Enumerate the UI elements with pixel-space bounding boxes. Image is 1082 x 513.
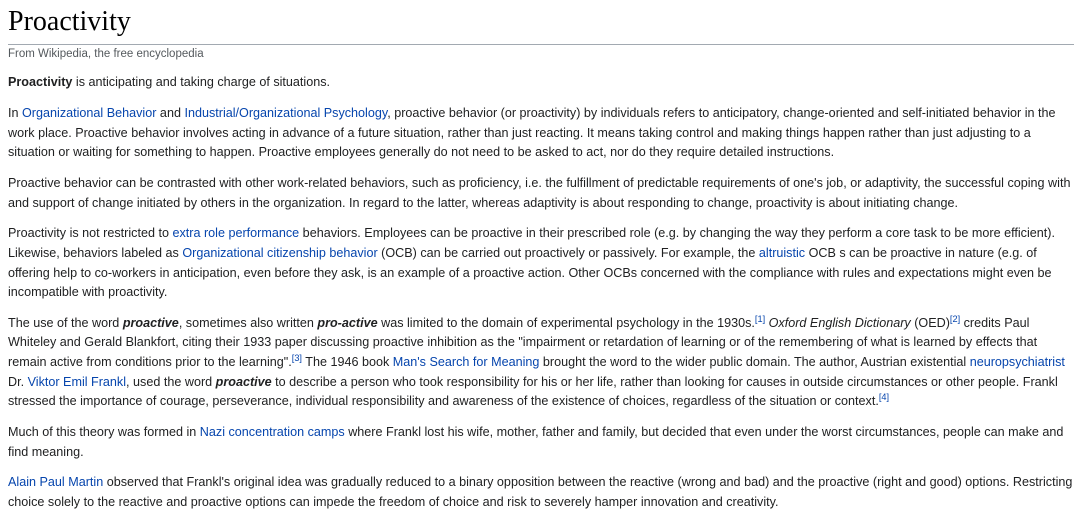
reference-1[interactable] (755, 314, 765, 324)
link-mans-search-for-meaning[interactable]: Man's Search for Meaning (392, 355, 540, 370)
reference-2-link[interactable]: [2] (949, 313, 961, 324)
title-oxford-english-dictionary: Oxford English Dictionary (768, 315, 911, 330)
text-fragment: brought the word to the wider public domain. The author, Austrian existential (539, 355, 970, 370)
lead-text: is anticipating and taking charge of situations. (72, 75, 331, 90)
paragraph-4 (8, 224, 1074, 303)
reference-3-link[interactable]: [3] (291, 352, 302, 363)
paragraph-6 (8, 423, 1074, 462)
text-fragment: (OCB) can be carried out proactively or passively. For example, the (377, 245, 759, 260)
text-fragment: , used the word (126, 374, 216, 389)
paragraph-3 (8, 174, 1074, 213)
link-viktor-emil-frankl[interactable]: Viktor Emil Frankl (27, 374, 127, 389)
link-neuropsychiatrist[interactable]: neuropsychiatrist (969, 355, 1065, 370)
text-fragment: Dr. (8, 374, 28, 389)
text-fragment: was limited to the domain of experimental psychology in the 1930s. (377, 315, 755, 330)
text-fragment: Proactivity is not restricted to (8, 226, 173, 241)
reference-4[interactable] (879, 392, 889, 402)
emphasis-pro-active: pro-active (317, 315, 378, 330)
text-fragment: and (156, 106, 185, 121)
reference-2[interactable] (950, 314, 960, 324)
link-industrial-organizational-psychology[interactable]: Industrial/Organizational Psychology (184, 106, 388, 121)
emphasis-proactive: proactive (122, 315, 179, 330)
page-title: Proactivity (8, 4, 1074, 45)
text-fragment: The use of the word (8, 315, 123, 330)
paragraph-2 (8, 104, 1074, 163)
paragraph-7 (8, 473, 1074, 512)
text-fragment: OCB s can be proactive in nature (e.g. of offering help to co-workers in anticipation, even before they ask, is an example of a proactive action. Other OCBs concerned with the compliance with rules and expectations might even be incompatible with proactivity. (8, 245, 1052, 300)
text-fragment: behaviors. Employees can be proactive in their prescribed role (e.g. by changing the way they perform a core task to be more efficient). Likewise, behaviors labeled as (8, 226, 1055, 260)
text-fragment: (OED) (910, 315, 950, 330)
link-altruistic[interactable]: altruistic (758, 245, 806, 260)
link-alain-paul-martin[interactable]: Alain Paul Martin (8, 475, 104, 490)
emphasis-proactive-2: proactive (215, 374, 272, 389)
reference-1-link[interactable]: [1] (754, 313, 766, 324)
text-fragment: , sometimes also written (178, 315, 318, 330)
link-organizational-citizenship-behavior[interactable]: Organizational citizenship behavior (182, 245, 378, 260)
text-fragment: observed that Frankl's original idea was gradually reduced to a binary opposition between the reactive (wrong and bad) and the proactive (right and good) options. Restricting choice solely to the reactive and proactive options can impede the freedom of choice and risk to severely hamper innovation and creativity. (8, 475, 1073, 509)
reference-4-link[interactable]: [4] (878, 392, 890, 403)
text-fragment: credits Paul Whiteley and Gerald Blankfort, citing their 1933 paper discussing proactive inhibition as the "impairment or retardation of learning or of the remembering of what is learned by effects that remain active from conditions prior to the learning". (8, 315, 1038, 370)
lead-term: Proactivity (8, 75, 73, 90)
link-organizational-behavior[interactable]: Organizational Behavior (22, 106, 157, 121)
link-nazi-concentration-camps[interactable]: Nazi concentration camps (199, 425, 345, 439)
text-fragment: , proactive behavior (or proactivity) by individuals refers to anticipatory, change-oriented and self-initiated behavior in the work place. Proactive behavior involves acting in advance of a future situation, rather than just reacting. It means taking control and making things happen rather than just adjusting to a situation or waiting for something to happen. Proactive employees generally do not need to be asked to act, nor do they require detailed instructions. (8, 106, 1056, 160)
text-fragment: Much of this theory was formed in (8, 425, 200, 439)
text-fragment: to describe a person who took responsibility for his or her life, rather than looking for causes in outside circumstances or other people. Frankl stressed the importance of courage, perseverance, individual responsibility and awareness of the existence of choices, regardless of the situation or context. (8, 374, 1058, 409)
lead-paragraph (8, 73, 1074, 93)
text-fragment: In (8, 106, 23, 121)
text-fragment: The 1946 book (301, 355, 393, 370)
paragraph-5 (8, 314, 1074, 412)
link-extra-role-performance[interactable]: extra role performance (172, 226, 300, 241)
site-subtitle: From Wikipedia, the free encyclopedia (8, 48, 204, 61)
reference-3[interactable] (292, 353, 302, 363)
text-fragment: where Frankl lost his wife, mother, father and family, but decided that even under the worst circumstances, people can make and find meaning. (8, 425, 1064, 459)
text-fragment: Proactive behavior can be contrasted with other work-related behaviors, such as proficiency, i.e. the fulfillment of predictable requirements of one's job, or adaptivity, the successful coping with and support of change initiated by others in the organization. In regard to the latter, whereas adaptivity is about responding to change, proactivity is about initiating change. (8, 175, 1071, 210)
